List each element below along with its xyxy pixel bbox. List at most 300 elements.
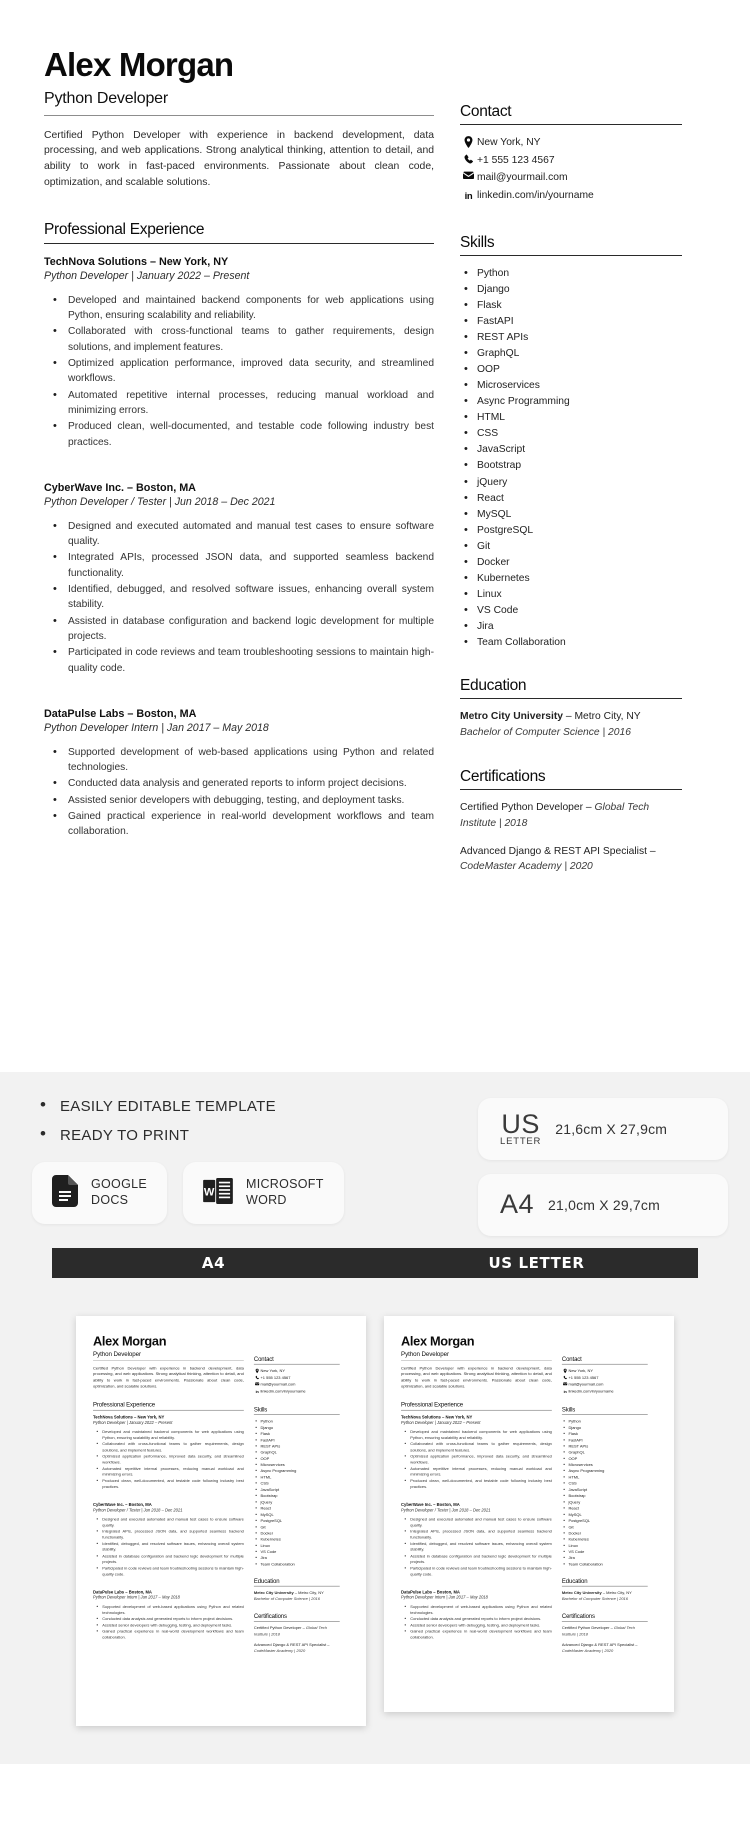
experience-item (401, 1415, 552, 1496)
experience-bullet: • Supported development of web-based applications using Python and related technologies. (44, 745, 434, 776)
format-chip-label (91, 1177, 147, 1208)
experience-bullet: • Identified, debugged, and resolved software issues, enhancing overall system stability. (44, 582, 434, 613)
resume-sidebar (254, 1335, 340, 1659)
svg-text:W: W (203, 1186, 215, 1199)
paper-size-label: A4 (500, 1189, 535, 1220)
education-location: – Metro City, NY (293, 1591, 324, 1596)
job-title: Python Developer (93, 1350, 141, 1358)
microsoft-word-icon (203, 1178, 233, 1209)
experience-bullet-list (93, 1517, 244, 1578)
banner-label-us-letter: US LETTER (488, 1254, 585, 1272)
experience-list (401, 1415, 552, 1647)
contact-item[interactable] (562, 1368, 648, 1374)
experience-bullet: • Produced clean, well-documented, and testable code following industry best practices. (93, 1478, 244, 1490)
education-degree: Bachelor of Computer Science | 2016 (460, 726, 631, 738)
contact-item[interactable] (562, 1382, 648, 1388)
contact-item-text: linkedin.com/in/yourname (477, 190, 594, 202)
education-school: Metro City University (253, 1591, 294, 1596)
experience-item (93, 1590, 244, 1647)
skill-item: • Async Programming (254, 1468, 340, 1474)
experience-bullet: • Assisted in database configuration and backend logic development for multiple projects. (401, 1553, 552, 1565)
contact-item[interactable] (562, 1375, 648, 1381)
skill-item: • Docker (562, 1531, 648, 1537)
certification-item (562, 1642, 648, 1654)
certifications-list (562, 1626, 648, 1655)
resume-sidebar (460, 48, 682, 887)
experience-bullet: • Designed and executed automated and manual test cases to ensure software quality. (401, 1517, 552, 1529)
certification-issuer: Global Tech Institute | 2018 (561, 1626, 636, 1637)
contact-item-text: New York, NY (568, 1368, 594, 1374)
promo-features-column (22, 1098, 464, 1224)
contact-item[interactable] (460, 170, 682, 187)
certification-issuer: CodeMaster Academy | 2020 (460, 861, 593, 873)
page-title: Alex Morgan (93, 1333, 167, 1349)
experience-bullet-list (44, 745, 434, 840)
experience-bullet-list (401, 1429, 552, 1490)
experience-section (93, 1401, 244, 1646)
skill-item: • Linux (562, 1543, 648, 1549)
experience-bullet-list (93, 1604, 244, 1641)
skill-item: • VS Code (254, 1549, 340, 1555)
skill-item: • Python (254, 1419, 340, 1425)
contact-item[interactable] (460, 188, 682, 205)
skill-item: • FastAPI (460, 314, 682, 330)
experience-bullet: • Integrated APIs, processed JSON data, and supported seamless backend functionality. (93, 1529, 244, 1541)
contact-list (254, 1368, 340, 1395)
education-list (460, 709, 682, 740)
skill-item: • Kubernetes (254, 1537, 340, 1543)
skill-item: • MySQL (254, 1512, 340, 1518)
preview-banner (52, 1248, 698, 1278)
experience-bullet: • Automated repetitive internal processes, reducing manual workload and minimizing errors. (401, 1466, 552, 1478)
contact-heading: Contact (253, 1355, 274, 1363)
experience-spacer (401, 1641, 552, 1646)
skill-item: • REST APIs (562, 1444, 648, 1450)
skill-item: • jQuery (254, 1499, 340, 1505)
certification-name: Advanced Django & REST API Specialist – (253, 1643, 330, 1648)
experience-company: TechNova Solutions – New York, NY (93, 1414, 165, 1420)
experience-item (401, 1502, 552, 1583)
experience-role: Python Developer Intern | Jan 2017 – May 2018 (401, 1595, 488, 1600)
education-section (562, 1578, 648, 1602)
format-chip-line1: GOOGLE (91, 1177, 147, 1192)
certifications-divider (460, 789, 682, 790)
skills-divider (460, 255, 682, 256)
size-chip-column (478, 1098, 728, 1236)
format-chip-row (32, 1162, 464, 1224)
skill-item: • React (562, 1506, 648, 1512)
promo-feature: • READY TO PRINT (32, 1127, 464, 1144)
experience-company: CyberWave Inc. – Boston, MA (44, 481, 196, 494)
skill-item: • MySQL (460, 507, 682, 523)
experience-bullet: • Assisted senior developers with debugging, testing, and deployment tasks. (93, 1623, 244, 1629)
contact-heading: Contact (561, 1355, 582, 1363)
education-divider (460, 698, 682, 699)
job-title: Python Developer (44, 89, 168, 107)
skill-item: • Django (254, 1425, 340, 1431)
experience-company: TechNova Solutions – New York, NY (44, 255, 229, 268)
skill-item: • Docker (460, 555, 682, 571)
skill-item: • Linux (460, 587, 682, 603)
certification-item (254, 1642, 340, 1654)
education-location: – Metro City, NY (601, 1591, 632, 1596)
skills-list (460, 266, 682, 652)
education-item (254, 1590, 340, 1602)
paper-size-mark (500, 1108, 542, 1148)
certifications-heading: Certifications (561, 1613, 595, 1620)
contact-item[interactable] (254, 1375, 340, 1381)
skill-item: • Team Collaboration (562, 1562, 648, 1568)
skill-item: • Team Collaboration (254, 1562, 340, 1568)
page-title: Alex Morgan (401, 1333, 475, 1349)
contact-item-text: mail@yourmail.com (260, 1382, 296, 1387)
skill-item: • Kubernetes (562, 1537, 648, 1543)
skill-item: • FastAPI (562, 1437, 648, 1443)
format-chip-line1: MICROSOFT (245, 1177, 324, 1192)
phone-icon (254, 1375, 261, 1380)
experience-bullet: • Gained practical experience in real-world development workflows and team collaboration. (401, 1629, 552, 1641)
banner-label-a4: A4 (201, 1254, 226, 1272)
contact-item-text: mail@yourmail.com (568, 1382, 604, 1387)
contact-item[interactable] (562, 1389, 648, 1395)
contact-item[interactable] (254, 1382, 340, 1388)
experience-company: CyberWave Inc. – Boston, MA (401, 1502, 460, 1507)
education-item (562, 1590, 648, 1602)
skills-section (460, 234, 682, 652)
experience-company: TechNova Solutions – New York, NY (401, 1414, 473, 1420)
experience-section (44, 221, 434, 855)
experience-bullet: • Assisted senior developers with debugging, testing, and deployment tasks. (44, 793, 434, 808)
resume-main-column (93, 1335, 244, 1653)
footer-spacer (0, 1752, 750, 1764)
experience-bullet-list (44, 519, 434, 676)
skill-item: • Microservices (254, 1462, 340, 1468)
skill-item: • MySQL (562, 1512, 648, 1518)
experience-bullet: • Conducted data analysis and generated reports to inform project decisions. (44, 776, 434, 791)
skill-item: • VS Code (460, 603, 682, 619)
experience-item (93, 1415, 244, 1496)
skills-section (562, 1406, 648, 1567)
header-divider (44, 115, 434, 116)
certification-issuer: Global Tech Institute | 2018 (253, 1626, 328, 1637)
experience-bullet: • Supported development of web-based applications using Python and related technologies. (401, 1604, 552, 1616)
experience-bullet: • Integrated APIs, processed JSON data, and supported seamless backend functionality. (401, 1529, 552, 1541)
experience-role: Python Developer / Tester | Jun 2018 – Dec 2021 (44, 495, 276, 508)
experience-bullet: • Optimized application performance, improved data security, and streamlined workflows. (44, 356, 434, 387)
resume-main-column (44, 48, 434, 872)
experience-bullet: • Integrated APIs, processed JSON data, and supported seamless backend functionality. (44, 550, 434, 581)
skill-item: • Flask (562, 1431, 648, 1437)
paper-size-label: US (501, 1108, 540, 1139)
skill-item: • Django (460, 282, 682, 298)
contact-item-text: +1 555 123 4567 (477, 154, 555, 166)
envelope-icon (254, 1382, 261, 1386)
skills-heading: Skills (561, 1406, 576, 1413)
skill-item: • JavaScript (254, 1487, 340, 1493)
contact-list (562, 1368, 648, 1395)
contact-item-text: New York, NY (260, 1368, 286, 1374)
experience-bullet: • Gained practical experience in real-world development workflows and team collaboration. (44, 809, 434, 840)
skill-item: • HTML (254, 1475, 340, 1481)
experience-bullet: • Assisted in database configuration and backend logic development for multiple projects. (93, 1553, 244, 1565)
certification-item (460, 800, 682, 831)
education-list (254, 1590, 340, 1602)
experience-bullet: • Produced clean, well-documented, and testable code following industry best practices. (44, 419, 434, 450)
format-chip-line2: DOCS (91, 1193, 129, 1207)
summary-text: Certified Python Developer with experience in backend development, data processing, and web applications. Strong analytical thinking, attention to detail, and ability to work in fast-paced environments. Passionate about clean code, optimization, and scalable solutions. (401, 1366, 552, 1389)
contact-item[interactable] (460, 135, 682, 152)
experience-spacer (93, 1641, 244, 1646)
skill-item: • Async Programming (460, 394, 682, 410)
experience-role: Python Developer / Tester | Jun 2018 – Dec 2021 (93, 1507, 183, 1513)
paper-size-sublabel: LETTER (500, 1136, 542, 1148)
experience-bullet: • Produced clean, well-documented, and testable code following industry best practices. (401, 1478, 552, 1490)
skill-item: • VS Code (562, 1549, 648, 1555)
certification-item (460, 844, 682, 875)
experience-heading: Professional Experience (44, 220, 205, 238)
contact-item-text: New York, NY (477, 137, 541, 148)
skill-item: • OOP (460, 362, 682, 378)
experience-company: DataPulse Labs – Boston, MA (401, 1589, 460, 1595)
experience-spacer (401, 1490, 552, 1495)
skill-item: • Bootstrap (562, 1493, 648, 1499)
experience-bullet: • Identified, debugged, and resolved software issues, enhancing overall system stability. (401, 1541, 552, 1553)
contact-item[interactable] (254, 1368, 340, 1374)
skill-item: • Docker (254, 1531, 340, 1537)
contact-section (562, 1356, 648, 1395)
certifications-list (460, 800, 682, 875)
experience-bullet: • Optimized application performance, improved data security, and streamlined workflows. (401, 1454, 552, 1466)
contact-divider (460, 124, 682, 125)
experience-role: Python Developer Intern | Jan 2017 – May 2018 (44, 721, 269, 734)
skill-item: • Microservices (562, 1462, 648, 1468)
experience-company: DataPulse Labs – Boston, MA (44, 707, 197, 720)
skill-item: • OOP (562, 1456, 648, 1462)
experience-bullet: • Collaborated with cross-functional teams to gather requirements, design solutions, and implement features. (44, 324, 434, 355)
contact-item-text: linkedin.com/in/yourname (260, 1389, 306, 1394)
skill-item: • CSS (460, 426, 682, 442)
education-school: Metro City University (561, 1591, 602, 1596)
skills-heading: Skills (460, 233, 495, 251)
certifications-section (562, 1613, 648, 1654)
format-chip-label (246, 1177, 324, 1208)
experience-bullet-list (401, 1517, 552, 1578)
skill-item: • Python (562, 1419, 648, 1425)
experience-bullet: • Automated repetitive internal processes, reducing manual workload and minimizing errors. (93, 1466, 244, 1478)
experience-bullet: • Gained practical experience in real-world development workflows and team collaboration. (93, 1629, 244, 1641)
education-item (460, 709, 682, 740)
experience-spacer (401, 1578, 552, 1583)
experience-bullet-list (401, 1604, 552, 1641)
contact-section (254, 1356, 340, 1395)
skill-item: • Linux (254, 1543, 340, 1549)
contact-list (460, 135, 682, 205)
experience-item (44, 256, 434, 465)
promo-feature: • EASILY EDITABLE TEMPLATE (32, 1098, 464, 1115)
experience-bullet: • Collaborated with cross-functional teams to gather requirements, design solutions, and implement features. (93, 1441, 244, 1453)
education-degree: Bachelor of Computer Science | 2016 (561, 1597, 628, 1602)
skill-item: • Git (460, 539, 682, 555)
experience-item (44, 482, 434, 691)
experience-bullet: • Identified, debugged, and resolved software issues, enhancing overall system stability. (93, 1541, 244, 1553)
resume-main-column (401, 1335, 552, 1653)
experience-divider (44, 243, 434, 244)
contact-item-text: +1 555 123 4567 (260, 1375, 291, 1381)
skill-item: • HTML (562, 1475, 648, 1481)
contact-heading: Contact (460, 103, 512, 120)
experience-bullet: • Participated in code reviews and team troubleshooting sessions to maintain high-quality code. (44, 645, 434, 676)
contact-item-text: mail@yourmail.com (477, 172, 568, 184)
skill-item: • FastAPI (254, 1437, 340, 1443)
skill-item: • GraphQL (562, 1450, 648, 1456)
skill-item: • Jira (254, 1555, 340, 1561)
paper-size-mark (500, 1189, 535, 1220)
experience-bullet: • Developed and maintained backend components for web applications using Python, ensuring scalability and reliability. (93, 1429, 244, 1441)
envelope-icon (460, 170, 477, 180)
phone-icon (562, 1375, 569, 1380)
certifications-heading: Certifications (253, 1613, 287, 1620)
skills-list (562, 1419, 648, 1568)
certification-name: Advanced Django & REST API Specialist – (460, 845, 656, 857)
promo-feature-list (32, 1098, 464, 1144)
location-pin-icon (562, 1368, 569, 1373)
job-title: Python Developer (401, 1350, 449, 1358)
experience-item (93, 1502, 244, 1583)
skill-item: • REST APIs (254, 1444, 340, 1450)
certifications-heading: Certifications (460, 768, 546, 786)
skill-item: • JavaScript (460, 442, 682, 458)
skill-item: • jQuery (562, 1499, 648, 1505)
skill-item: • Jira (460, 619, 682, 635)
skill-item: • Git (562, 1524, 648, 1530)
paper-size-dimensions: 21,0cm X 29,7cm (548, 1197, 660, 1213)
thumbnail-a4[interactable] (76, 1316, 366, 1726)
certifications-list (254, 1626, 340, 1655)
experience-bullet-list (44, 293, 434, 450)
education-degree: Bachelor of Computer Science | 2016 (253, 1597, 320, 1602)
skill-item: • JavaScript (562, 1487, 648, 1493)
location-pin-icon (460, 135, 477, 148)
experience-role: Python Developer | January 2022 – Present (93, 1420, 173, 1426)
skill-item: • GraphQL (254, 1450, 340, 1456)
experience-list (93, 1415, 244, 1647)
skill-item: • jQuery (460, 475, 682, 491)
experience-bullet: • Automated repetitive internal processes, reducing manual workload and minimizing errors. (44, 388, 434, 419)
experience-bullet: • Participated in code reviews and team troubleshooting sessions to maintain high-quality code. (401, 1566, 552, 1578)
paper-size-dimensions: 21,6cm X 27,9cm (555, 1121, 668, 1137)
education-heading: Education (460, 677, 527, 695)
linkedin-icon: in (255, 1389, 259, 1395)
skill-item: • PostgreSQL (460, 523, 682, 539)
experience-heading: Professional Experience (401, 1401, 463, 1408)
education-section (460, 677, 682, 740)
experience-bullet: • Participated in code reviews and team troubleshooting sessions to maintain high-quality code. (93, 1566, 244, 1578)
experience-bullet: • Supported development of web-based applications using Python and related technologies. (93, 1604, 244, 1616)
format-chip[interactable] (32, 1162, 167, 1224)
experience-bullet: • Conducted data analysis and generated reports to inform project decisions. (93, 1616, 244, 1622)
skill-item: • GraphQL (460, 346, 682, 362)
contact-item[interactable] (460, 153, 682, 170)
skill-item: • Git (254, 1524, 340, 1530)
certification-issuer: Global Tech Institute | 2018 (460, 802, 650, 830)
certifications-section (254, 1613, 340, 1654)
experience-section (401, 1401, 552, 1646)
certification-name: Certified Python Developer – (460, 802, 595, 814)
skill-item: • CSS (562, 1481, 648, 1487)
paper-size-chip[interactable] (478, 1098, 728, 1160)
google-docs-icon (52, 1175, 78, 1212)
summary-text: Certified Python Developer with experience in backend development, data processing, and web applications. Strong analytical thinking, attention to detail, and ability to work in fast-paced environments. Passionate about clean code, optimization, and scalable solutions. (93, 1366, 244, 1389)
skill-item: • React (460, 491, 682, 507)
experience-bullet: • Assisted in database configuration and backend logic development for multiple projects. (44, 614, 434, 645)
skills-list (254, 1419, 340, 1568)
skill-item: • HTML (460, 410, 682, 426)
experience-bullet: • Designed and executed automated and manual test cases to ensure software quality. (93, 1517, 244, 1529)
skills-heading: Skills (253, 1406, 268, 1413)
certification-name: Certified Python Developer – (253, 1626, 306, 1631)
education-list (562, 1590, 648, 1602)
certification-item (562, 1626, 648, 1638)
experience-item (401, 1590, 552, 1647)
certification-issuer: CodeMaster Academy | 2020 (253, 1649, 306, 1654)
skill-item: • React (254, 1506, 340, 1512)
contact-item-text: +1 555 123 4567 (568, 1375, 599, 1381)
certification-name: Advanced Django & REST API Specialist – (561, 1643, 638, 1648)
experience-spacer (44, 451, 434, 465)
skill-item: • Bootstrap (460, 458, 682, 474)
experience-company: DataPulse Labs – Boston, MA (93, 1589, 152, 1595)
skill-item: • OOP (254, 1456, 340, 1462)
summary-text: Certified Python Developer with experience in backend development, data processing, and web applications. Strong analytical thinking, attention to detail, and ability to work in fast-paced environments. Passionate about clean code, optimization, and scalable solutions. (44, 129, 434, 189)
envelope-icon (562, 1382, 569, 1386)
resume-thumbnail-content (384, 1316, 674, 1712)
skill-item: • PostgreSQL (562, 1518, 648, 1524)
education-heading: Education (253, 1577, 280, 1585)
experience-bullet: • Conducted data analysis and generated reports to inform project decisions. (401, 1616, 552, 1622)
experience-bullet: • Designed and executed automated and manual test cases to ensure software quality. (44, 519, 434, 550)
contact-item[interactable] (254, 1389, 340, 1395)
resume-thumbnail-content (76, 1316, 366, 1726)
skill-item: • Team Collaboration (460, 635, 682, 651)
experience-bullet: • Developed and maintained backend components for web applications using Python, ensuring scalability and reliability. (401, 1429, 552, 1441)
skill-item: • Microservices (460, 378, 682, 394)
skill-item: • Jira (562, 1555, 648, 1561)
certification-issuer: CodeMaster Academy | 2020 (561, 1649, 614, 1654)
skill-item: • Async Programming (562, 1468, 648, 1474)
experience-spacer (44, 841, 434, 855)
experience-list (44, 256, 434, 855)
experience-heading: Professional Experience (93, 1401, 155, 1408)
experience-item (44, 708, 434, 855)
certifications-section (460, 768, 682, 875)
thumbnail-us-letter[interactable] (384, 1316, 674, 1712)
experience-bullet: • Collaborated with cross-functional teams to gather requirements, design solutions, and implement features. (401, 1441, 552, 1453)
skill-item: • REST APIs (460, 330, 682, 346)
format-chip[interactable] (183, 1162, 344, 1224)
certification-item (254, 1626, 340, 1638)
skill-item: • Python (460, 266, 682, 282)
education-heading: Education (561, 1577, 588, 1585)
experience-spacer (93, 1578, 244, 1583)
experience-role: Python Developer | January 2022 – Present (401, 1420, 481, 1426)
skill-item: • Django (562, 1425, 648, 1431)
promo-band (0, 1072, 750, 1294)
certification-name: Certified Python Developer – (561, 1626, 614, 1631)
location-pin-icon (254, 1368, 261, 1373)
paper-size-chip[interactable] (478, 1174, 728, 1236)
skill-item: • Flask (254, 1431, 340, 1437)
education-school: Metro City University (460, 711, 563, 723)
